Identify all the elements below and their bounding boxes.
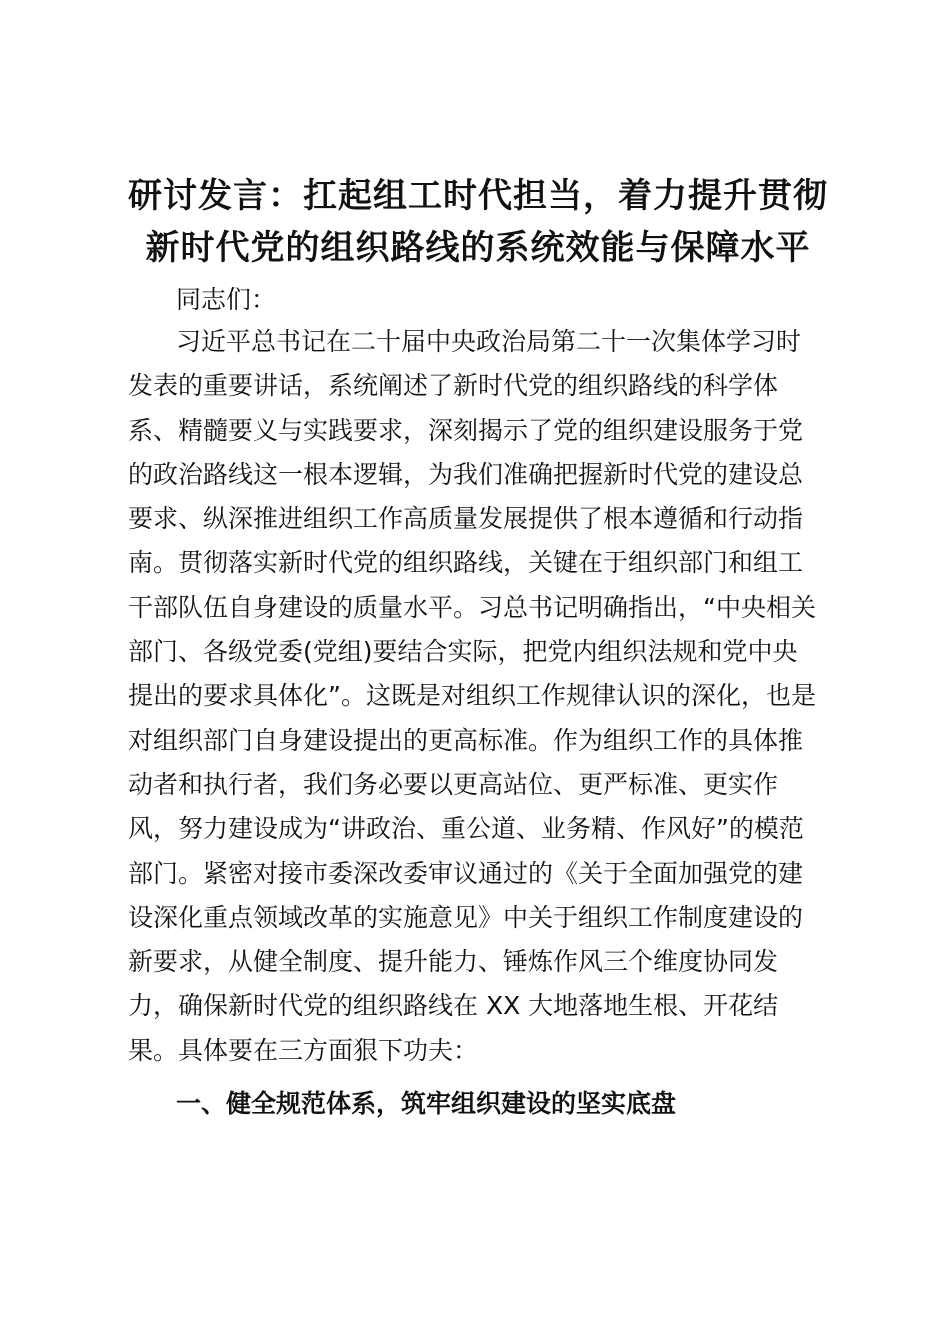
- title-line-2: 新时代党的组织路线的系统效能与保障水平: [145, 228, 811, 268]
- paragraph-line: 新要求，从健全制度、提升能力、锤炼作风三个维度协同发: [128, 947, 779, 977]
- paragraph-line: 动者和执行者，我们务必要以更高站位、更严标准、更实作: [128, 769, 779, 799]
- paragraph-line: 部门、各级党委(党组)要结合实际，把党内组织法规和党中央: [128, 637, 798, 667]
- paragraph-line: 的政治路线这一根本逻辑，为我们准确把握新时代党的建设总: [128, 459, 804, 489]
- paragraph-line: 干部队伍自身建设的质量水平。习总书记明确指出，“中央相关: [128, 592, 816, 622]
- title-line-1: 研讨发言：扛起组工时代担当，着力提升贯彻: [128, 176, 828, 216]
- paragraph-line: 部门。紧密对接市委深改委审议通过的《关于全面加强党的建: [128, 858, 804, 888]
- paragraph-line: 设深化重点领域改革的实施意见》中关于组织工作制度建设的: [128, 902, 804, 932]
- paragraph-line: 要求、纵深推进组织工作高质量发展提供了根本遵循和行动指: [128, 504, 804, 534]
- paragraph-line: 提出的要求具体化”。这既是对组织工作规律认识的深化，也是: [128, 681, 816, 711]
- paragraph-line: 南。贯彻落实新时代党的组织路线，关键在于组织部门和组工: [128, 548, 804, 578]
- body-paragraph: [128, 320, 838, 1073]
- paragraph-line: 力，确保新时代党的组织路线在 XX 大地落地生根、开花结: [128, 991, 779, 1021]
- paragraph-line: 风，努力建设成为“讲政治、重公道、业务精、作风好”的模范: [128, 814, 804, 844]
- paragraph-line: 发表的重要讲话，系统阐述了新时代党的组织路线的科学体: [128, 371, 779, 401]
- paragraph-line: 对组织部门自身建设提出的更高标准。作为组织工作的具体推: [128, 725, 804, 755]
- paragraph-line: 系、精髓要义与实践要求，深刻揭示了党的组织建设服务于党: [128, 415, 804, 445]
- paragraph-line: 果。具体要在三方面狠下功夫：: [128, 1035, 479, 1065]
- salutation: 同志们：: [176, 285, 277, 314]
- document-title: [118, 170, 838, 274]
- paragraph-line: 习近平总书记在二十届中央政治局第二十一次集体学习时: [176, 327, 802, 356]
- section-heading: 一、健全规范体系，筑牢组织建设的坚实底盘: [176, 1089, 677, 1118]
